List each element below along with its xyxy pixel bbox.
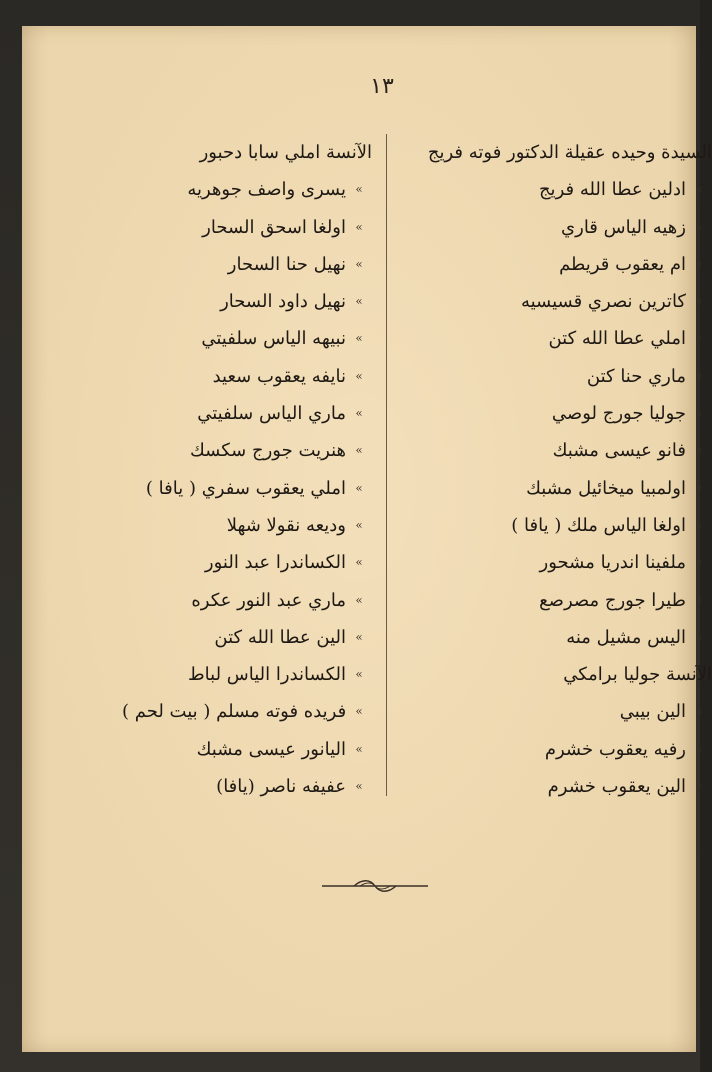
ditto-mark: » bbox=[355, 368, 363, 383]
entry-text: الين يعقوب خشرم bbox=[547, 776, 686, 798]
name-entry bbox=[402, 283, 712, 320]
name-entry bbox=[122, 395, 372, 432]
entry-text: السيدة وحيده عقيلة الدكتور فوته فريج bbox=[427, 142, 712, 163]
entry-text: املي يعقوب سفري ( يافا ) bbox=[145, 477, 346, 499]
ditto-mark: » bbox=[355, 256, 363, 271]
entry-text: املي عطا الله كتن bbox=[548, 328, 686, 350]
ditto-mark: » bbox=[695, 406, 703, 421]
entry-text: ماري عبد النور عكره bbox=[191, 589, 346, 611]
entry-text: نبيهه الياس سلفيتي bbox=[201, 328, 346, 350]
name-entry bbox=[122, 619, 372, 656]
ditto-mark: » bbox=[355, 517, 363, 532]
name-entry bbox=[122, 283, 372, 320]
entry-text: فانو عيسى مشبك bbox=[552, 440, 686, 462]
name-entry bbox=[402, 544, 712, 581]
entry-text: كاترين نصري قسيسيه bbox=[520, 291, 686, 313]
name-entry bbox=[402, 171, 712, 208]
ditto-mark: » bbox=[695, 182, 703, 197]
name-entry bbox=[122, 320, 372, 357]
left-column-name-list bbox=[122, 134, 372, 805]
ditto-mark: » bbox=[695, 368, 703, 383]
entry-text: اليانور عيسى مشبك bbox=[196, 738, 346, 760]
entry-text: زهيه الياس قاري bbox=[561, 216, 686, 238]
name-entry bbox=[122, 432, 372, 469]
entry-text: ملفينا اندريا مشحور bbox=[539, 552, 686, 574]
ditto-mark: » bbox=[355, 704, 363, 719]
entry-text: اولمبيا ميخائيل مشبك bbox=[526, 477, 686, 499]
entry-text: الآنسة جوليا برامكي bbox=[563, 664, 712, 686]
name-entry bbox=[122, 656, 372, 693]
ditto-mark: » bbox=[695, 256, 703, 271]
ditto-mark: » bbox=[695, 443, 703, 458]
ditto-mark: » bbox=[355, 741, 363, 756]
name-entry bbox=[402, 507, 712, 544]
entry-text: يسرى واصف جوهريه bbox=[187, 179, 346, 201]
name-entry bbox=[122, 693, 372, 730]
name-entry bbox=[402, 768, 712, 805]
ditto-mark: » bbox=[695, 219, 703, 234]
book-page bbox=[22, 26, 712, 1052]
ditto-mark: » bbox=[695, 555, 703, 570]
group-heading bbox=[122, 134, 372, 171]
ditto-mark: » bbox=[355, 480, 363, 495]
ditto-mark: » bbox=[695, 592, 703, 607]
name-entry bbox=[122, 470, 372, 507]
group-heading bbox=[402, 134, 712, 171]
column-divider bbox=[386, 134, 387, 796]
name-entry bbox=[122, 171, 372, 208]
ditto-mark: » bbox=[695, 517, 703, 532]
ditto-mark: » bbox=[695, 629, 703, 644]
name-entry bbox=[402, 432, 712, 469]
entry-text: ام يعقوب قريطم bbox=[559, 253, 686, 275]
name-entry bbox=[122, 731, 372, 768]
ditto-mark: » bbox=[355, 555, 363, 570]
ditto-mark: » bbox=[355, 443, 363, 458]
ditto-mark: » bbox=[355, 182, 363, 197]
ditto-mark: » bbox=[695, 741, 703, 756]
entry-text: نهيل داود السحار bbox=[220, 291, 346, 313]
entry-text: طيرا جورج مصرصع bbox=[539, 589, 686, 611]
entry-text: اولغا اسحق السحار bbox=[202, 216, 346, 238]
page-number: ١٣ bbox=[370, 74, 394, 99]
ditto-mark: » bbox=[355, 294, 363, 309]
right-column-name-list bbox=[402, 134, 712, 805]
name-entry bbox=[122, 544, 372, 581]
entry-text: نايفه يعقوب سعيد bbox=[212, 365, 346, 387]
ditto-mark: » bbox=[695, 480, 703, 495]
ditto-mark: » bbox=[355, 667, 363, 682]
name-entry bbox=[122, 209, 372, 246]
entry-text: الين بيبي bbox=[619, 701, 686, 723]
name-entry bbox=[402, 693, 712, 730]
entry-text: الكساندرا الياس لباط bbox=[188, 664, 346, 686]
entry-text: عفيفه ناصر (يافا) bbox=[216, 776, 346, 798]
name-entry bbox=[402, 209, 712, 246]
entry-text: الين عطا الله كتن bbox=[214, 626, 346, 648]
ditto-mark: » bbox=[355, 629, 363, 644]
name-entry bbox=[402, 358, 712, 395]
ditto-mark: » bbox=[355, 331, 363, 346]
name-entry bbox=[402, 582, 712, 619]
entry-text: نهيل حنا السحار bbox=[227, 253, 346, 275]
ditto-mark: » bbox=[695, 704, 703, 719]
entry-text: ماري حنا كتن bbox=[586, 365, 686, 387]
ditto-mark: » bbox=[355, 779, 363, 794]
name-entry bbox=[122, 768, 372, 805]
entry-text: رفيه يعقوب خشرم bbox=[544, 738, 686, 760]
ditto-mark: » bbox=[355, 406, 363, 421]
ditto-mark: » bbox=[695, 779, 703, 794]
entry-text: جوليا جورج لوصي bbox=[551, 403, 686, 425]
name-entry bbox=[402, 395, 712, 432]
ditto-mark: » bbox=[355, 592, 363, 607]
name-entry bbox=[402, 470, 712, 507]
name-entry bbox=[402, 619, 712, 656]
entry-text: هنريت جورج سكسك bbox=[190, 440, 346, 462]
name-entry bbox=[402, 320, 712, 357]
group-heading bbox=[402, 656, 712, 693]
entry-text: اليس مشيل منه bbox=[566, 626, 686, 648]
entry-text: الآنسة املي سابا دحبور bbox=[199, 142, 372, 163]
ditto-mark: » bbox=[695, 331, 703, 346]
name-entry bbox=[122, 582, 372, 619]
name-entry bbox=[402, 731, 712, 768]
name-entry bbox=[122, 246, 372, 283]
entry-text: فريده فوته مسلم ( بيت لحم ) bbox=[122, 701, 347, 723]
name-entry bbox=[402, 246, 712, 283]
ditto-mark: » bbox=[695, 294, 703, 309]
entry-text: ادلين عطا الله فريج bbox=[538, 179, 686, 201]
name-entry bbox=[122, 507, 372, 544]
entry-text: اولغا الياس ملك ( يافا ) bbox=[511, 514, 686, 536]
entry-text: الكساندرا عبد النور bbox=[204, 552, 346, 574]
entry-text: ماري الياس سلفيتي bbox=[197, 403, 346, 425]
ditto-mark: » bbox=[355, 219, 363, 234]
ornament-divider bbox=[320, 878, 430, 894]
entry-text: وديعه نقولا شهلا bbox=[226, 514, 346, 536]
name-entry bbox=[122, 358, 372, 395]
